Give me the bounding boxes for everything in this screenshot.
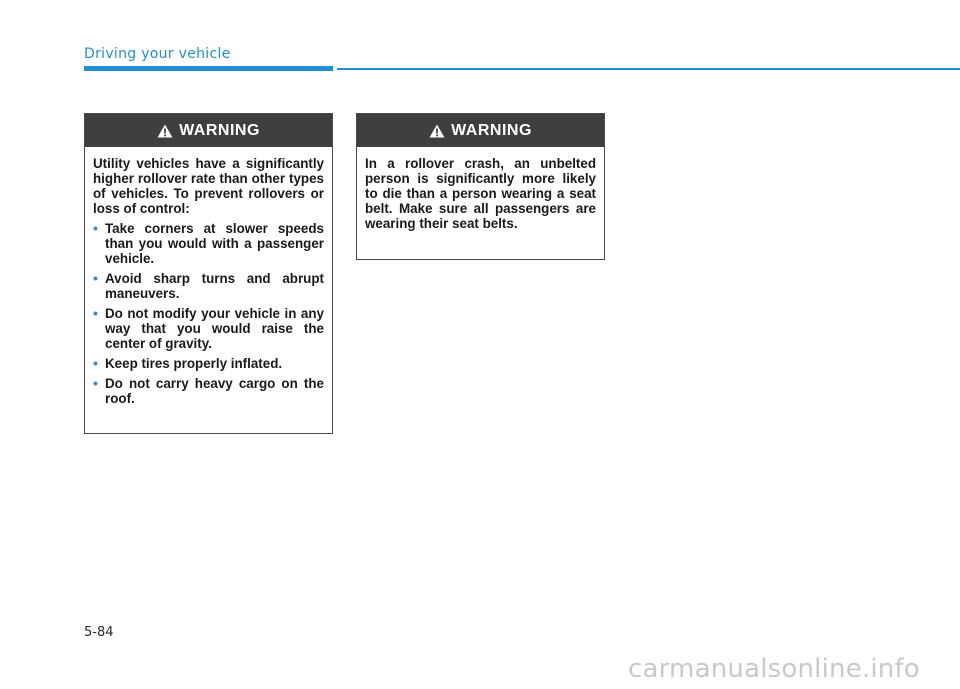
warning-triangle-icon [157,124,173,138]
bullet-text: Avoid sharp turns and abrupt maneuvers. [105,271,324,301]
warning-bullet-list [93,221,324,406]
bullet-icon: • [93,355,98,371]
bullet-text: Keep tires properly inflated. [105,356,283,371]
warning-header [357,114,604,147]
section-title: Driving your vehicle [84,46,231,62]
list-item [93,271,324,301]
list-item [93,376,324,406]
list-item [93,221,324,266]
warning-intro: Utility vehicles have a significantly higher rollover rate than other types of vehicles. To prevent rollovers or loss of control: [93,156,324,216]
warning-triangle-icon [429,124,445,138]
warning-title: WARNING [179,121,260,139]
warning-body [357,147,604,239]
bullet-icon: • [93,375,98,391]
page-number: 5-84 [84,625,114,640]
bullet-icon: • [93,305,98,321]
list-item [93,356,324,371]
bullet-text: Do not carry heavy cargo on the roof. [105,376,324,406]
warning-box-rollover-prevention [84,113,333,434]
header-rule-thick [84,66,333,71]
bullet-icon: • [93,220,98,236]
list-item [93,306,324,351]
bullet-text: Take corners at slower speeds than you would with a passenger vehicle. [105,221,324,266]
warning-header [85,114,332,147]
header-rule-thin [337,68,960,70]
bullet-icon: • [93,270,98,286]
warning-intro: In a rollover crash, an unbelted person is significantly more likely to die than a person wearing a seat belt. Make sure all passengers are wearing their seat belts. [365,156,596,231]
bullet-text: Do not modify your vehicle in any way that you would raise the center of gravity. [105,306,324,351]
warning-box-seat-belt [356,113,605,260]
watermark-link[interactable]: carmanualsonline.info [628,654,920,684]
warning-body [85,147,332,414]
warning-title: WARNING [451,121,532,139]
